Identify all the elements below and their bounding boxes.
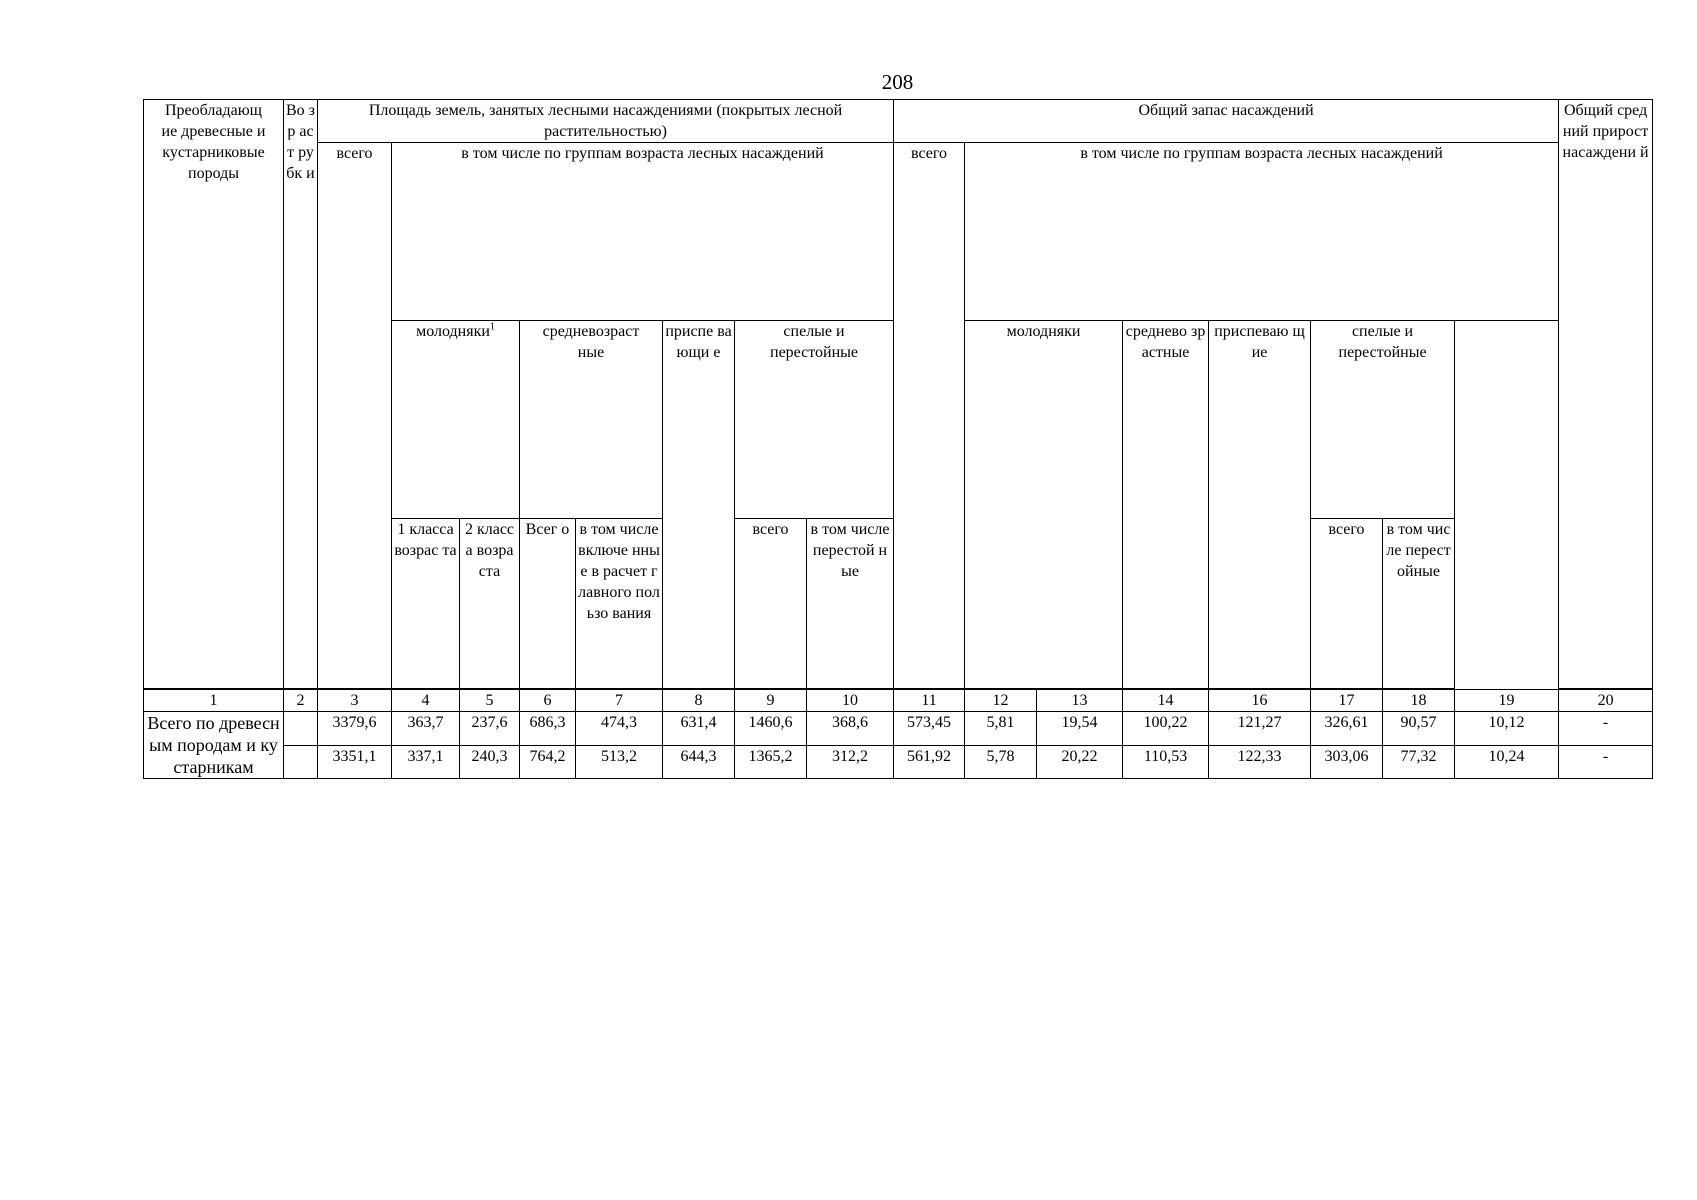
table-cell: 363,7 bbox=[392, 712, 460, 746]
header-mature-line: спелые и bbox=[783, 322, 845, 340]
column-number-cell: 7 bbox=[576, 690, 663, 712]
table-cell: 573,45 bbox=[894, 712, 965, 746]
column-number-cell: 18 bbox=[1383, 690, 1455, 712]
row-label-total: Всего по древесным породам и кустарникам bbox=[144, 712, 284, 779]
footnote-mark: 1 bbox=[489, 321, 495, 333]
column-number-row bbox=[144, 690, 1653, 712]
table-cell: 368,6 bbox=[807, 712, 894, 746]
header-middle-all: Всег о bbox=[520, 519, 576, 689]
column-number-cell: 9 bbox=[735, 690, 807, 712]
header-stock-by-age: в том числе по группам возраста лесных насаждений bbox=[965, 143, 1559, 321]
column-number-cell: 20 bbox=[1559, 690, 1653, 712]
table-cell: 3379,6 bbox=[318, 712, 392, 746]
table-cell bbox=[284, 745, 318, 779]
header-middle-line: средневозраст bbox=[542, 322, 640, 340]
table-row bbox=[144, 712, 1653, 746]
table-cell: 1365,2 bbox=[735, 745, 807, 779]
column-number-cell: 10 bbox=[807, 690, 894, 712]
table-cell: 121,27 bbox=[1209, 712, 1311, 746]
table-cell: 631,4 bbox=[663, 712, 735, 746]
header-mean-growth: Общий средний прирост насаждени й bbox=[1559, 100, 1653, 689]
header-young-label: молодняки bbox=[416, 322, 490, 340]
table-cell: 110,53 bbox=[1123, 745, 1209, 779]
header-stock-group: Общий запас насаждений bbox=[894, 100, 1559, 143]
table-cell: 122,33 bbox=[1209, 745, 1311, 779]
header-class2: 2 класс а возра ста bbox=[460, 519, 520, 689]
table-cell: 561,92 bbox=[894, 745, 965, 779]
table-cell: 686,3 bbox=[520, 712, 576, 746]
header-young bbox=[392, 320, 520, 519]
header-mature bbox=[735, 320, 894, 519]
table-cell: 19,54 bbox=[1037, 712, 1123, 746]
column-number-cell: 12 bbox=[965, 690, 1037, 712]
header-mature-line: перестойные bbox=[770, 343, 859, 361]
header-stock-premature: приспеваю щие bbox=[1209, 320, 1311, 689]
header-middle-included: в том числе включе нные в расчет главного пользо вания bbox=[576, 519, 663, 689]
table-cell: 5,78 bbox=[965, 745, 1037, 779]
header-species bbox=[144, 100, 284, 689]
column-number-cell: 16 bbox=[1209, 690, 1311, 712]
header-species-line: ие древесные и bbox=[161, 123, 266, 140]
table-cell: 100,22 bbox=[1123, 712, 1209, 746]
table-cell: 237,6 bbox=[460, 712, 520, 746]
header-area-total: всего bbox=[318, 143, 392, 689]
column-number-cell: 11 bbox=[894, 690, 965, 712]
header-stock-mature-all: всего bbox=[1311, 519, 1383, 689]
table-cell: 1460,6 bbox=[735, 712, 807, 746]
header-stock-middle-aged: среднево зрастные bbox=[1123, 320, 1209, 689]
table-cell: 337,1 bbox=[392, 745, 460, 779]
header-stock-overmature: в том числе перест ойные bbox=[1383, 519, 1455, 689]
header-species-line: Преобладающ bbox=[165, 102, 262, 119]
table-cell: 10,12 bbox=[1455, 712, 1559, 746]
header-stock-young: молодняки bbox=[965, 320, 1123, 689]
header-stock-total: всего bbox=[894, 143, 965, 689]
table-cell: - bbox=[1559, 745, 1653, 779]
table-cell: 5,81 bbox=[965, 712, 1037, 746]
table-cell: 77,32 bbox=[1383, 745, 1455, 779]
column-number-cell: 8 bbox=[663, 690, 735, 712]
header-middle-line: ные bbox=[577, 343, 605, 361]
table-cell: 644,3 bbox=[663, 745, 735, 779]
column-number-cell: 19 bbox=[1455, 690, 1559, 712]
table-cell: 303,06 bbox=[1311, 745, 1383, 779]
header-mature-all: всего bbox=[735, 519, 807, 689]
table-cell: 240,3 bbox=[460, 745, 520, 779]
column-number-cell: 6 bbox=[520, 690, 576, 712]
table-row bbox=[144, 745, 1653, 779]
header-class1: 1 класса возрас та bbox=[392, 519, 460, 689]
header-premature: приспе вающи е bbox=[663, 320, 735, 689]
column-number-cell: 13 bbox=[1037, 690, 1123, 712]
column-number-cell: 4 bbox=[392, 690, 460, 712]
header-species-line: породы bbox=[188, 165, 239, 182]
header-cutting-age: Во зр ас т ру бк и bbox=[284, 100, 318, 689]
header-area-line: Площадь земель, занятых лесными насаждениями (покрытых лесной bbox=[368, 102, 843, 119]
header-area-group bbox=[318, 100, 894, 143]
column-number-cell: 14 bbox=[1123, 690, 1209, 712]
column-number-cell: 17 bbox=[1311, 690, 1383, 712]
table-cell: 326,61 bbox=[1311, 712, 1383, 746]
table-cell: 10,24 bbox=[1455, 745, 1559, 779]
column-number-cell: 1 bbox=[144, 690, 284, 712]
header-area-by-age: в том числе по группам возраста лесных насаждений bbox=[392, 143, 894, 321]
header-species-line: кустарниковые bbox=[162, 144, 265, 161]
column-number-cell: 2 bbox=[284, 690, 318, 712]
table-cell: 312,2 bbox=[807, 745, 894, 779]
header-stock-mature-line: спелые и bbox=[1351, 322, 1414, 340]
header-middle-aged bbox=[520, 320, 663, 519]
table-cell: 20,22 bbox=[1037, 745, 1123, 779]
column-number-cell: 5 bbox=[460, 690, 520, 712]
table-cell: 474,3 bbox=[576, 712, 663, 746]
page-number: 208 bbox=[881, 70, 914, 94]
header-mature-overmature: в том числе перестой ные bbox=[807, 519, 894, 689]
table-cell: 90,57 bbox=[1383, 712, 1455, 746]
header-area-line: растительностью) bbox=[544, 123, 667, 140]
table-cell bbox=[284, 712, 318, 746]
table-cell: - bbox=[1559, 712, 1653, 746]
header-stock-mature bbox=[1311, 320, 1455, 519]
table-cell: 764,2 bbox=[520, 745, 576, 779]
table-cell: 3351,1 bbox=[318, 745, 392, 779]
forest-stock-table bbox=[143, 99, 1653, 779]
table-cell: 513,2 bbox=[576, 745, 663, 779]
column-number-cell: 3 bbox=[318, 690, 392, 712]
header-stock-mature-line: перестойные bbox=[1338, 343, 1427, 361]
